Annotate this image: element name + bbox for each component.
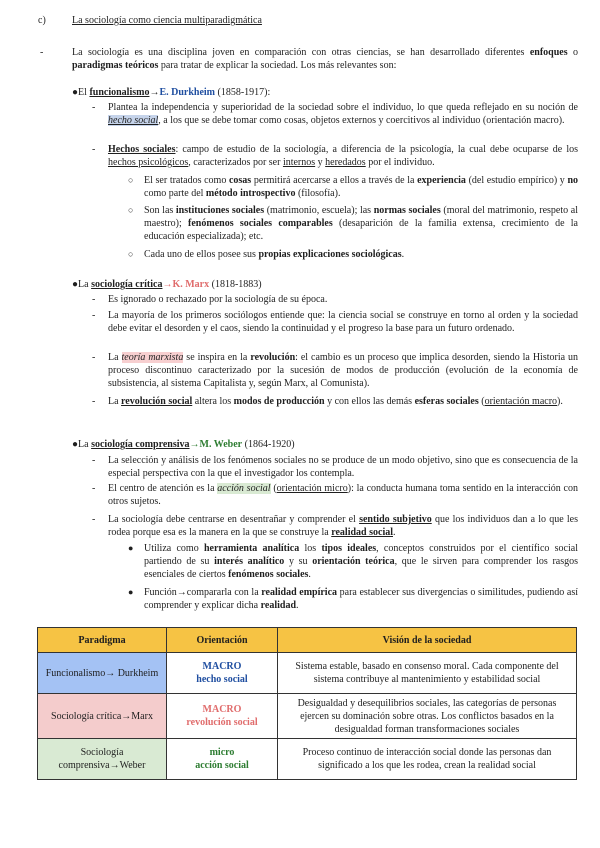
func-sub-1: El ser tratados como cosas permitirá acercarse a ellos a través de la experiencia (del estudio empírico) y no como parte del método introspectivo (filosofía). — [144, 175, 578, 199]
section-marker: c) — [38, 15, 46, 26]
bullet-dash: - — [92, 144, 96, 155]
bullet-circle: ○ — [128, 175, 134, 185]
comp-sub-2: Función→compararla con la realidad empírica para establecer sus divergencias o similitudes, pudiendo así comprender y explicar dicha realidad. — [144, 587, 579, 611]
paradigm-heading-critica: ●La sociología crítica→K. Marx (1818-1883) — [72, 279, 262, 290]
comp-paragraph-3: La sociología debe centrarse en desentrañar y comprender el sentido subjetivo que los individuos dan a lo que les rodea porque esa es la manera en la que se construye la realidad social. — [108, 514, 579, 538]
table-row — [38, 739, 577, 780]
func-paragraph-2: Hechos sociales: campo de estudio de la sociología, a diferencia de la psicología, la cual debe ocuparse de los hechos psicológicos, caracterizados por ser internos y heredados por el individuo. — [108, 144, 578, 168]
bullet-dash: - — [92, 294, 96, 305]
comp-sub-1: Utiliza como herramienta analítica los tipos ideales, conceptos construidos por el científico social partiendo de su interés analítico y su orientación teórica, que le sirven para comprender los rasgos esenciales de ciertos fenómenos sociales. — [144, 543, 579, 580]
bullet-dash: - — [40, 47, 44, 58]
bullet-dash: - — [92, 483, 96, 494]
crit-paragraph-4: La revolución social altera los modos de producción y con ellos las demás esferas sociales (orientación macro). — [108, 396, 563, 407]
table-cell-orientation: MACRO revolución social — [167, 694, 278, 739]
table-cell-orientation: micro acción social — [167, 739, 278, 780]
bullet-dash: - — [92, 310, 96, 321]
comp-paragraph-2: El centro de atención es la acción social (orientación micro): la conducta humana toma sentido en la interacción con otros sujetos. — [108, 483, 579, 507]
table-cell-paradigm: Funcionalismo→ Durkheim — [38, 653, 167, 694]
paradigm-heading-funcionalismo: ●El funcionalismo→E. Durkheim (1858-1917): — [72, 87, 271, 98]
table-cell-vision: Sistema estable, basado en consenso moral. Cada componente del sistema contribuye al mantenimiento y estabilidad social — [278, 653, 577, 694]
paradigm-heading-comprensiva: ●La sociología comprensiva→M. Weber (1864-1920) — [72, 439, 295, 450]
table-header-row — [38, 628, 577, 653]
table-cell-orientation: MACRO hecho social — [167, 653, 278, 694]
crit-paragraph-1: Es ignorado o rechazado por la sociología de su época. — [108, 294, 328, 305]
func-paragraph-1: Plantea la independencia y superioridad de la sociedad sobre el individuo, lo que queda reflejado en su noción de hecho social, a los que se debe tomar como cosas, objetos externos y coercitivos al individuo (orientación macro). — [108, 102, 578, 126]
bullet-circle: ○ — [128, 205, 134, 215]
table-cell-vision: Proceso continuo de interacción social donde las personas dan significado a los que les rodea, crean la realidad social — [278, 739, 577, 780]
table-cell-paradigm: Sociología comprensiva→Weber — [38, 739, 167, 780]
func-sub-2: Son las instituciones sociales (matrimonio, escuela); las normas sociales (moral del matrimonio, respeto al maestro); fenómenos sociales comparables (desaparición de la familia extensa, crecimiento de la educación especializada); etc. — [144, 205, 578, 242]
section-title: La sociología como ciencia multiparadigmática — [72, 15, 262, 26]
table-cell-vision: Desigualdad y desequilibrios sociales, las categorías de personas ejercen su dominación sobre otras. Los conflictos basados en la desigualdad forman transformaciones sociales — [278, 694, 577, 739]
table-row — [38, 694, 577, 739]
bullet-dash: - — [92, 514, 96, 525]
bullet-dash: - — [92, 455, 96, 466]
bullet-dash: - — [92, 352, 96, 363]
crit-paragraph-2: La mayoría de los primeros sociólogos entiende que: la ciencia social se construye en torno al orden y la sociedad debe evitar el desorden y el caos, siendo la continuidad y el progreso la base para un futuro ordenado. — [108, 310, 578, 334]
table-header: Paradigma — [38, 628, 167, 653]
bullet-circle: ○ — [128, 249, 134, 259]
func-sub-3: Cada uno de ellos posee sus propias explicaciones sociológicas. — [144, 249, 405, 260]
table-header: Visión de la sociedad — [278, 628, 577, 653]
crit-paragraph-3: La teoría marxista se inspira en la revolución: el cambio es un proceso que implica desorden, siendo la Historia un proceso discontinuo caracterizado por la sucesión de modos de producción (evolución de la economía de subsistencia, al sistema Capitalista y, según Marx, al Comunista). — [108, 352, 578, 389]
comp-paragraph-1: La selección y análisis de los fenómenos sociales no se produce de un modo objetivo, sino que es consecuencia de la especial perspectiva con la que el investigador los contempla. — [108, 455, 578, 479]
table-header: Orientación — [167, 628, 278, 653]
table-row — [38, 653, 577, 694]
table-cell-paradigm: Sociología crítica→Marx — [38, 694, 167, 739]
bullet-dash: - — [92, 396, 96, 407]
bullet-square: ● — [128, 587, 134, 597]
intro-paragraph: La sociología es una disciplina joven en comparación con otras ciencias, se han desarrollado diferentes enfoques o paradigmas teóricos para tratar de explicar la sociedad. Los más relevantes son: — [72, 47, 579, 71]
bullet-square: ● — [128, 543, 134, 553]
paradigm-table — [37, 627, 577, 780]
bullet-dash: - — [92, 102, 96, 113]
